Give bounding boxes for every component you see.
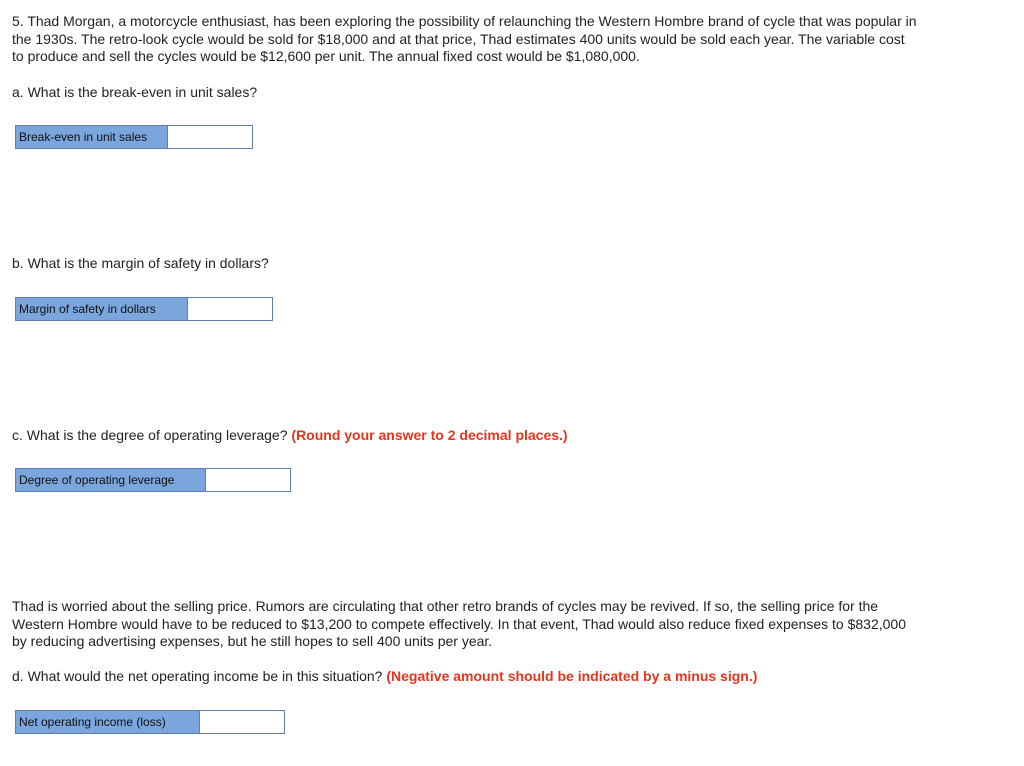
question-c-note: (Round your answer to 2 decimal places.) [291,427,568,443]
question-d [12,668,757,685]
net-operating-income-input[interactable] [200,711,284,733]
answer-label-d: Net operating income (loss) [16,711,200,733]
answer-cell-a [168,126,252,148]
operating-leverage-input[interactable] [206,469,290,491]
question-a-text: a. What is the break-even in unit sales? [12,84,258,100]
question-a [12,84,257,101]
scenario-text: Thad is worried about the selling price. Rumors are circulating that other retro brands of cycles may be revived. If so, the selling price for the Western Hombre would have to be reduced to $13,200 to compete effectively. In that event, Thad would also reduce fixed expenses to $832,000 by reducing advertising expenses, but he still hopes to sell 400 units per year. [12,598,906,649]
answer-row-b [15,297,273,321]
answer-label-a: Break-even in unit sales [16,126,168,148]
answer-label-c: Degree of operating leverage [16,469,206,491]
question-c-text: c. What is the degree of operating leverage? [12,427,292,443]
answer-cell-c [206,469,290,491]
question-d-text: d. What would the net operating income be in this situation? [12,668,387,684]
answer-cell-d [200,711,284,733]
answer-cell-b [188,298,272,320]
answer-row-d [15,710,285,734]
answer-row-a [15,125,253,149]
break-even-units-input[interactable] [168,126,252,148]
question-b-text: b. What is the margin of safety in dollars? [12,255,269,271]
answer-label-b: Margin of safety in dollars [16,298,188,320]
margin-of-safety-input[interactable] [188,298,272,320]
question-b [12,255,269,272]
question-c [12,427,568,444]
problem-intro: 5. Thad Morgan, a motorcycle enthusiast, has been exploring the possibility of relaunching the Western Hombre brand of cycle that was popular in the 1930s. The retro-look cycle would be sold for $18,000 and at that price, Thad estimates 400 units would be sold each year. The variable cost to produce and sell the cycles would be $12,600 per unit. The annual fixed cost would be $1,080,000. [12,13,917,64]
question-d-note: (Negative amount should be indicated by a minus sign.) [386,668,758,684]
answer-row-c [15,468,291,492]
